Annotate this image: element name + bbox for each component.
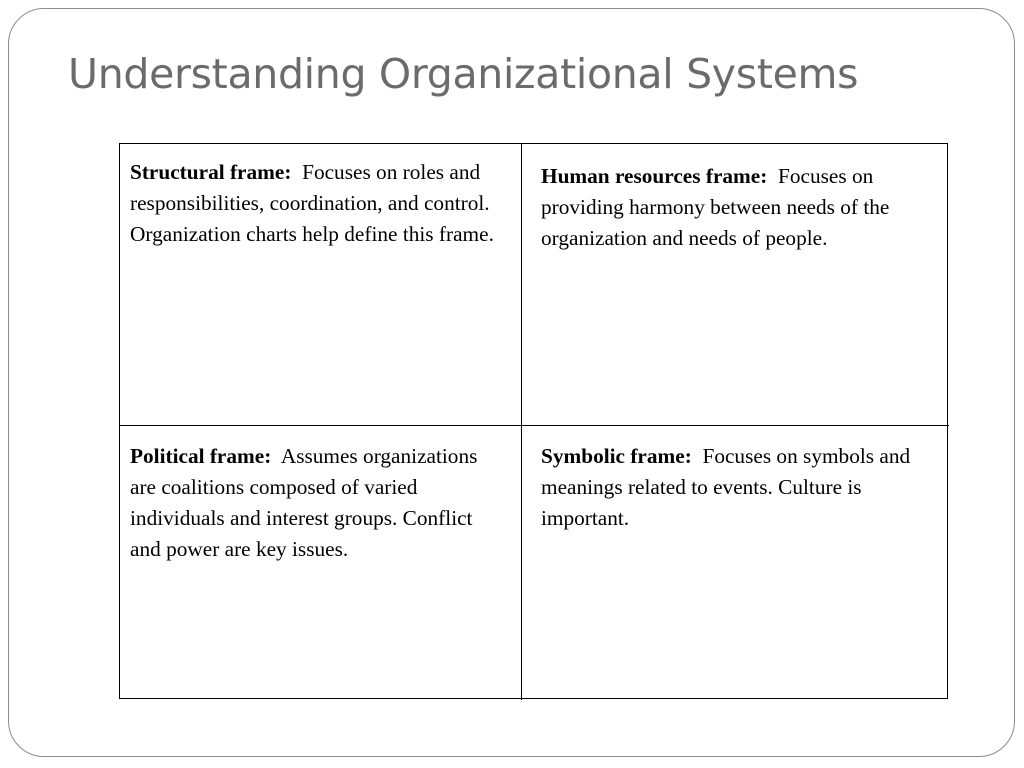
frame-term: Symbolic frame: [541,444,692,468]
symbolic-frame-cell [522,426,949,700]
human-resources-frame-cell [522,144,949,426]
frame-description: Focuses on symbols and meanings related to events. Culture is important. [541,444,911,530]
structural-frame-cell [120,144,522,426]
frame-term: Human resources frame: [541,164,768,188]
frame-term: Structural frame: [130,160,292,184]
frame-description: Focuses on roles and responsibilities, coordination, and control. Organization charts help define this frame. [130,160,494,246]
frame-description: Assumes organizations are coalitions composed of varied individuals and interest groups. Conflict and power are key issues. [130,444,478,561]
slide-title: Understanding Organizational Systems [68,50,859,98]
frame-description: Focuses on providing harmony between needs of the organization and needs of people. [541,164,890,250]
political-frame-cell [120,426,522,700]
frame-term: Political frame: [130,444,272,468]
frames-table [119,143,948,699]
